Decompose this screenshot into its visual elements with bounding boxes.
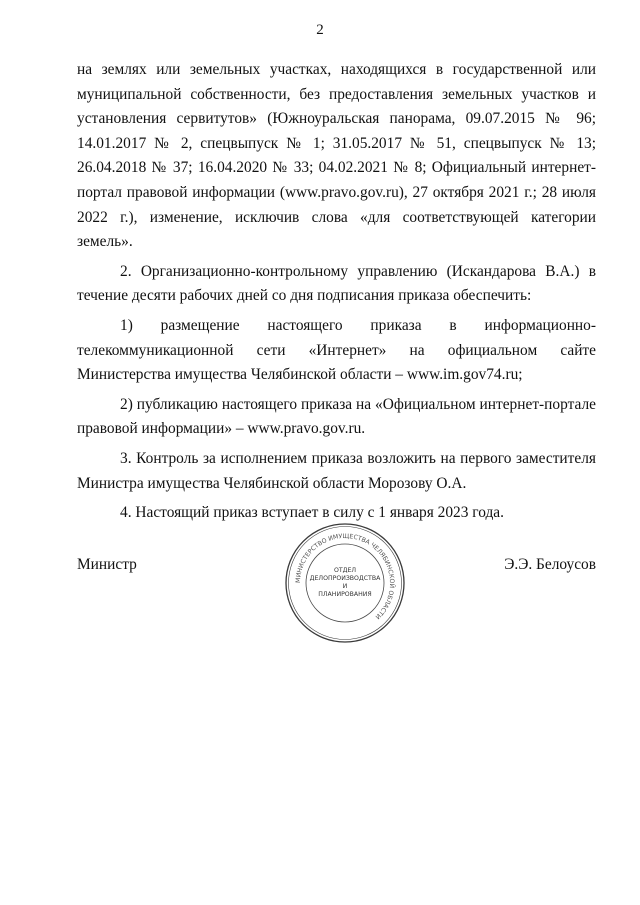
paragraph-subitem-1: 1) размещение настоящего приказа в информационно-телекоммуникационной сети «Интернет» на официальном сайте Министерства имущества Челябинской области – www.im.gov74.ru; xyxy=(77,316,596,384)
document-body xyxy=(77,58,596,531)
stamp-graphic xyxy=(284,522,406,644)
stamp-center-line-2: ДЕЛОПРОИЗВОДСТВА xyxy=(309,575,381,582)
paragraph-subitem-2: 2) публикацию настоящего приказа на «Официальном интернет-портале правовой информации» – www.pravo.gov.ru. xyxy=(77,395,596,438)
stamp-ring-text: МИНИСТЕРСТВО ИМУЩЕСТВА ЧЕЛЯБИНСКОЙ ОБЛАСТИ xyxy=(294,532,396,621)
stamp-center-line-1: ОТДЕЛ xyxy=(333,567,357,574)
official-stamp xyxy=(284,522,406,644)
stamp-center-line-4: ПЛАНИРОВАНИЯ xyxy=(318,591,372,598)
signer-name: Э.Э. Белоусов xyxy=(504,556,596,573)
paragraph-item-4: 4. Настоящий приказ вступает в силу с 1 января 2023 года. xyxy=(120,504,504,522)
paragraph-item-2: 2. Организационно-контрольному управлению (Искандарова В.А.) в течение десяти рабочих дней со дня подписания приказа обеспечить: xyxy=(77,262,596,305)
paragraph-continuation: на землях или земельных участках, находящихся в государственной или муниципальной собственности, без предоставления земельных участков и установления сервитутов» (Южноуральская панорама, 09.07.2015 № 96; 14.01.2017 № 2, спецвыпуск № 1; 31.05.2017 № 51, спецвыпуск № 13; 26.04.2018 № 37; 16.04.2020 № 33; 04.02.2021 № 8; Официальный интернет-портал правовой информации (www.pravo.gov.ru), 27 октября 2021 г.; 28 июля 2022 г.), изменение, исключив слова «для соответствующей категории земель». xyxy=(77,61,596,251)
stamp-center-line-3: И xyxy=(342,583,348,590)
page-number: 2 xyxy=(316,22,324,38)
signer-position: Министр xyxy=(77,556,137,573)
paragraph-item-3: 3. Контроль за исполнением приказа возложить на первого заместителя Министра имущества Челябинской области Морозову О.А. xyxy=(77,449,596,492)
